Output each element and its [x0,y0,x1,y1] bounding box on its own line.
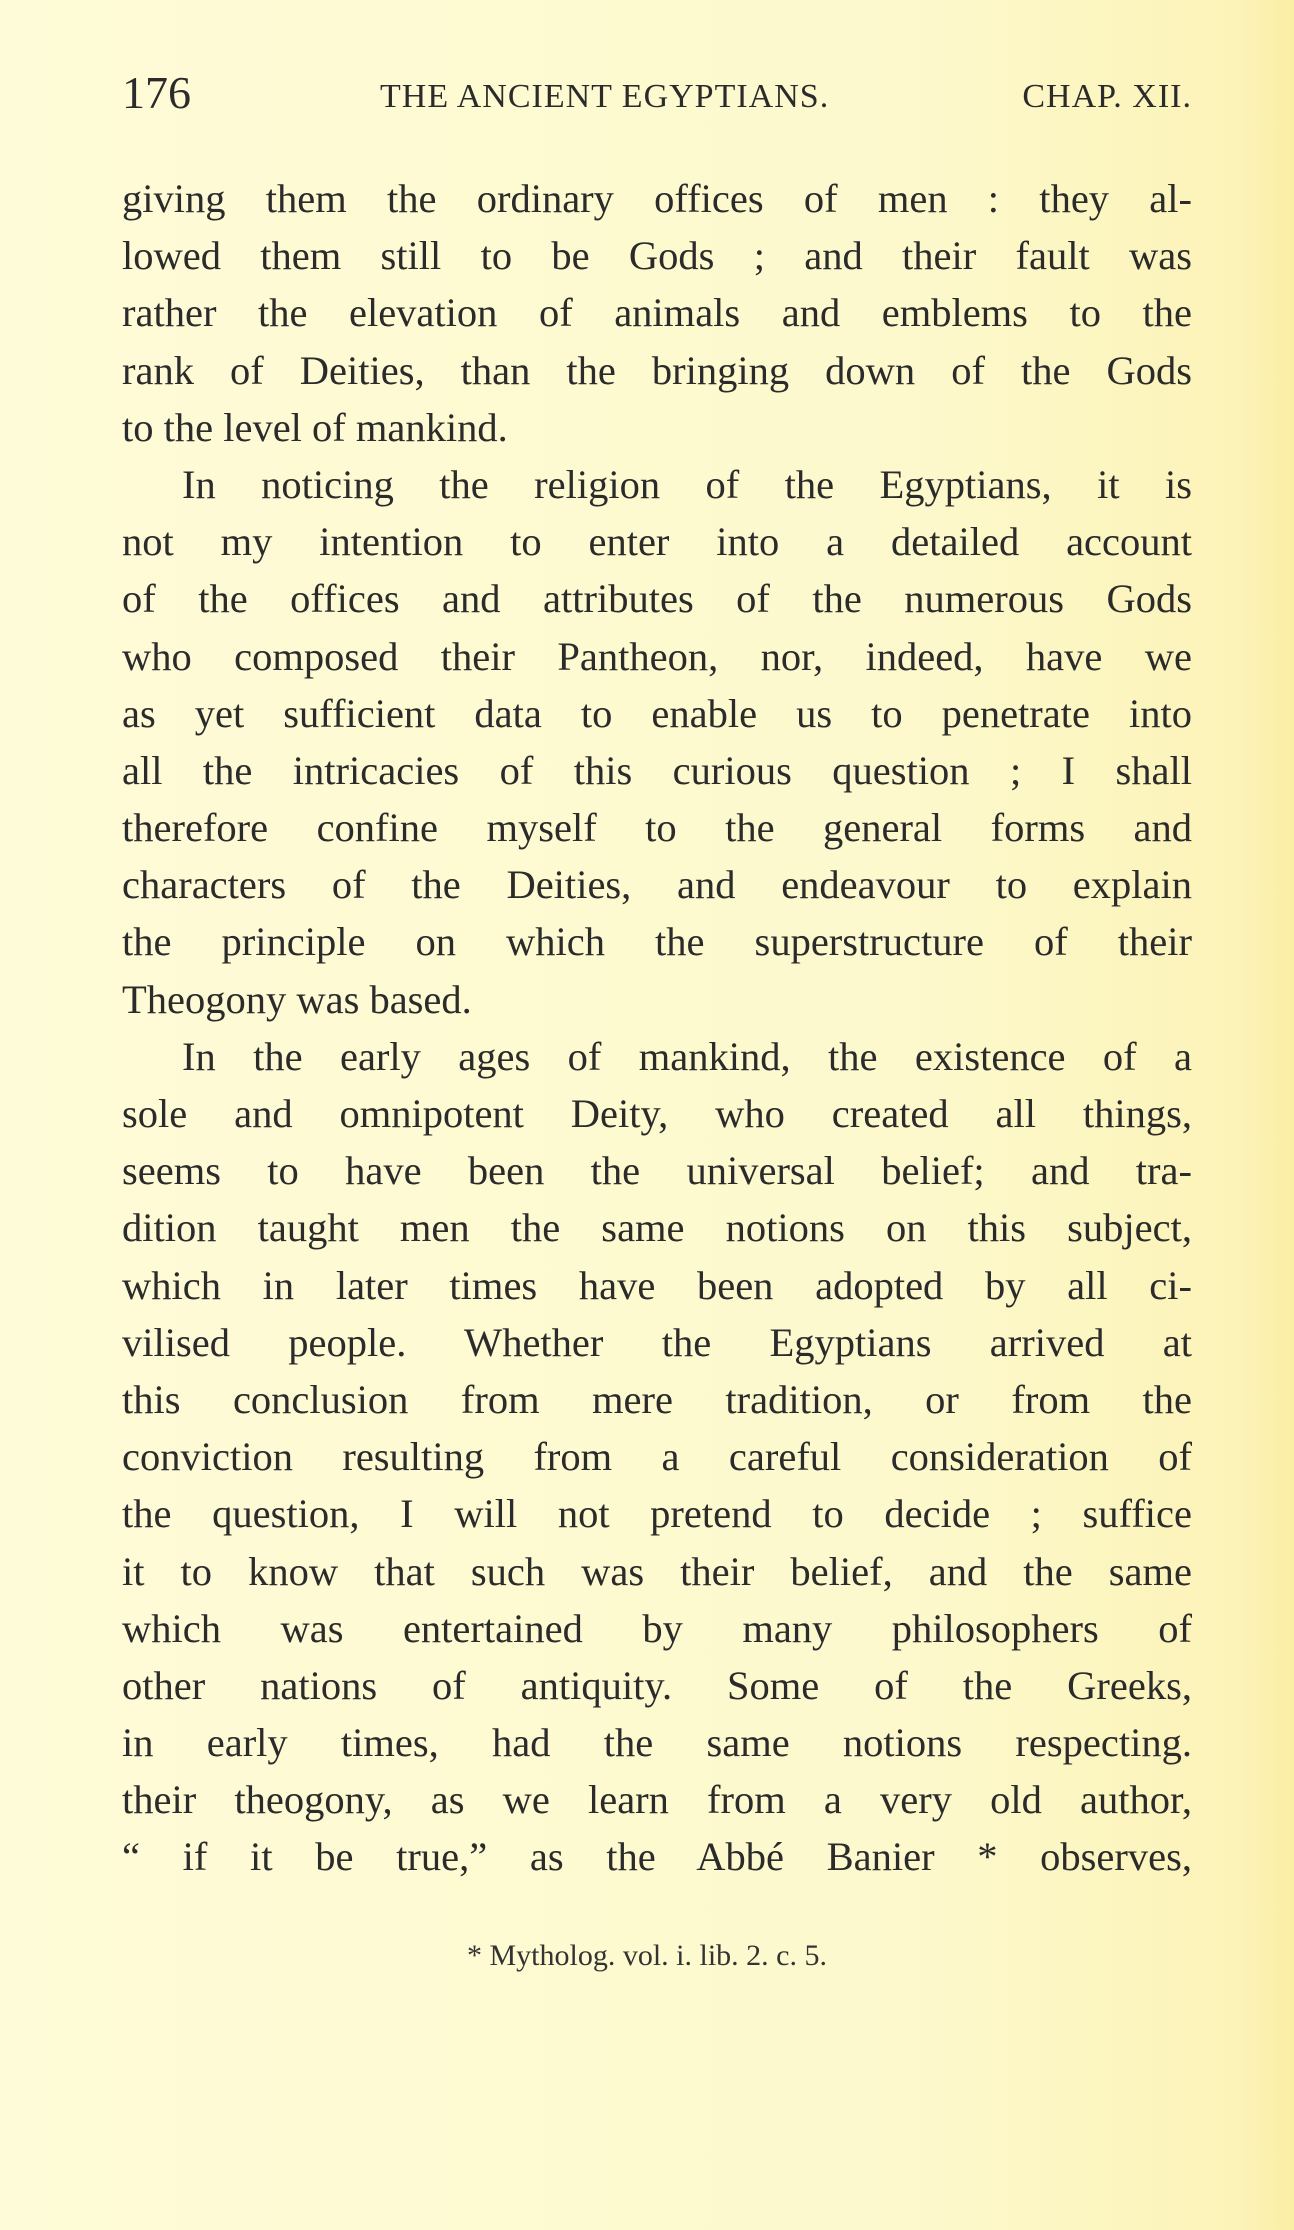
text-line: which was entertained by many philosophers of [122,1605,1192,1651]
text-line: the question, I will not pretend to decide ; suffice [122,1491,1192,1537]
text-line: therefore confine myself to the general forms and [122,805,1192,851]
text-line: in early times, had the same notions respecting. [122,1720,1192,1766]
text-line: other nations of antiquity. Some of the Greeks, [122,1662,1192,1708]
text-line: which in later times have been adopted by all ci- [122,1262,1192,1308]
text-line: dition taught men the same notions on this subject, [122,1205,1192,1251]
text-line: sole and omnipotent Deity, who created all things, [122,1091,1192,1136]
text-line: rather the elevation of animals and emblems to the [122,290,1192,336]
text-line: their theogony, as we learn from a very old author, [122,1777,1192,1823]
text-line: characters of the Deities, and endeavour to explain [122,862,1192,908]
text-line: of the offices and attributes of the numerous Gods [122,576,1192,622]
text-line: giving them the ordinary offices of men : they al- [122,176,1192,221]
text-line: vilised people. Whether the Egyptians arrived at [122,1319,1192,1365]
text-line: as yet sufficient data to enable us to penetrate into [122,690,1192,736]
page-number: 176 [122,67,191,118]
text-line: rank of Deities, than the bringing down of the Gods [122,347,1192,393]
text-line: In noticing the religion of the Egyptians, it is [182,461,1192,507]
text-line: all the intricacies of this curious question ; I shall [122,747,1192,793]
text-line: this conclusion from mere tradition, or from the [122,1376,1192,1422]
text-line: Theogony was based. [122,976,472,1022]
text-line: In the early ages of mankind, the existence of a [182,1033,1192,1079]
text-line: to the level of mankind. [122,404,508,450]
text-line: lowed them still to be Gods ; and their fault was [122,233,1192,279]
text-line: “ if it be true,” as the Abbé Banier * observes, [122,1834,1192,1880]
page-header [122,66,1192,120]
running-title: THE ANCIENT EGYPTIANS. [380,78,830,115]
body-text [122,170,1192,1886]
chapter-label: CHAP. XII. [1022,78,1192,115]
text-line: conviction resulting from a careful consideration of [122,1434,1192,1480]
footnote: * Mytholog. vol. i. lib. 2. c. 5. [467,1939,827,1972]
text-line: the principle on which the superstructure of their [122,919,1192,965]
text-line: it to know that such was their belief, and the same [122,1548,1192,1594]
text-line: not my intention to enter into a detailed account [122,519,1192,565]
text-line: seems to have been the universal belief; and tra- [122,1148,1192,1194]
text-line: who composed their Pantheon, nor, indeed, have we [122,633,1192,679]
